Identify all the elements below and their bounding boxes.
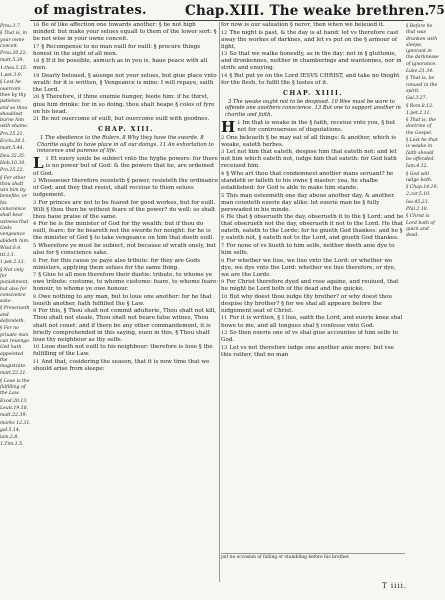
margin-note: § For other thou shalt win him by benefite, or his conscience shall bear witness that Gods vengeance abideth him. xyxy=(0,175,30,244)
signature-mark: T iiii. xyxy=(382,582,408,590)
margin-note: matt.5.44. xyxy=(0,146,24,152)
verse xyxy=(221,73,405,87)
verse xyxy=(33,258,219,272)
margin-note: 1.thes.5.15. xyxy=(0,65,28,71)
verse-text: One beleueth § he may eat of all things: & another, which is weake, eateth herbes. xyxy=(221,134,396,148)
verse-text: Loue doeth not euill to his neighbour: therefore is loue § the fulfilling of the Law. xyxy=(33,344,213,358)
verse xyxy=(33,156,219,177)
verse-number: 10 xyxy=(221,293,228,300)
margin-note: Wisd.6.4. xyxy=(0,245,22,251)
verse-text: Et euery soule be subiect vnto the hyghe powers: for there is no power but of God: & the powers that be, are ordeined of God. xyxy=(33,156,218,177)
verse-text: Wherefore ye must be subiect, not because of wrath onely, but also for § conscience sake. xyxy=(33,242,216,257)
verse-text: For Christ therefore dyed and rose againe, and reuiued, that he might be Lord both of the dead and the quicke. xyxy=(221,279,399,293)
margin-note: Deu.32.35. xyxy=(0,153,26,159)
margin-note: Pro.25.22. xyxy=(0,168,25,174)
margin-note: § Christ is Lord both of quick and dead. xyxy=(406,214,435,239)
margin-note: Phil.2.10. xyxy=(406,207,429,213)
verse-number: 11 xyxy=(33,358,40,365)
verse xyxy=(33,94,219,115)
verse-text: But why doest thou iudge thy brother? or why doest thou despise thy brother? § for we shal all appeare before the iudgement seat of Christ. xyxy=(221,293,392,314)
verse-text: for now is our saluation § nerer, then when we beleued it. xyxy=(221,22,385,28)
margin-note: § Lest he that is weake in faith should be offended. xyxy=(406,138,438,162)
verse-number: 12 xyxy=(221,330,228,337)
verse-number: 3 xyxy=(33,199,37,206)
verse-number: 9 xyxy=(221,279,225,286)
verse-number: 10 xyxy=(33,344,40,351)
footnote: put no occasion of falling or stumbling before his brother. xyxy=(221,553,405,561)
margin-note: gal.5.14. xyxy=(0,427,21,433)
margin-note: matt.22.21. xyxy=(0,371,27,377)
verse xyxy=(33,200,219,221)
verse xyxy=(33,58,219,72)
verse-text: Dearly beloued, § auenge not your selues, but giue place vnto wrath: for it is written, § Vengeance is mine: I will repaye, saith the Lord. xyxy=(33,72,217,93)
margin-note: tit.3.1. xyxy=(0,253,16,259)
verse-text: Let vs not therefore iudge one another anie more: but vse this rather, that no man xyxy=(221,344,394,358)
margin-note: Prou.3.7. xyxy=(0,24,22,29)
verse xyxy=(221,243,405,257)
margin-note: § For no priuate man can reuenge. God hath appointed the magistrate. xyxy=(0,326,31,370)
margin-note: Iam.4.12. xyxy=(406,164,429,170)
verse-text: For whether we liue, we liue vnto the Lord: or whether we dye, we dye vnto the Lord: whether we liue therefore, or dye, we are the Lords. xyxy=(221,257,396,278)
verse-number: 16 xyxy=(33,22,40,28)
margin-note: Isa.45.23. xyxy=(406,199,429,205)
margin-note: § Before he that was drunken with sleepe, ignorant in the darknesse of ignorance. xyxy=(406,24,439,67)
verse xyxy=(221,330,405,344)
verse xyxy=(221,294,405,315)
verse-text: For none of vs liueth to him selfe, neither doeth anie dye to him selfe. xyxy=(221,242,395,257)
margin-note: marke 12.31. xyxy=(0,420,31,426)
margin-note: § Lest he ouercom thee by thy patience, and so thou shouldest burne him with shame. xyxy=(0,80,29,130)
verse xyxy=(221,149,405,170)
verse-number: 8 xyxy=(33,293,37,300)
margin-note: Exod.20.13. xyxy=(0,398,28,404)
right-column xyxy=(221,22,405,359)
margin-note: matt.22.39. xyxy=(0,413,27,419)
running-header xyxy=(0,3,445,21)
verse xyxy=(221,345,405,359)
verse xyxy=(33,73,219,94)
margin-note: Prou.20.22. xyxy=(0,51,28,57)
verse-number: 17 xyxy=(33,43,40,50)
verse-number: 5 xyxy=(221,192,225,199)
verse-text: § Recompense to no man euill for euill: § procure things honest in the sight of all men. xyxy=(33,43,201,57)
verse xyxy=(221,118,405,137)
margin-note: Gal.3.27. xyxy=(406,96,428,102)
margin-note: 1.pet.2.11. xyxy=(406,110,432,116)
right-margin-notes xyxy=(406,24,440,241)
verse-text: § But put ye on the Lord IESVS CHRIST, and take no thoght for the flesh, to fulfil the § lustes of it. xyxy=(221,72,400,86)
margin-note: Pro.25.21. xyxy=(0,131,25,137)
verse-number: 13 xyxy=(221,344,228,351)
verse-number: 8 xyxy=(221,257,225,264)
verse xyxy=(221,30,405,51)
verse-number: 4 xyxy=(221,171,225,178)
verse xyxy=(33,308,219,343)
margin-note: Luke.21.34. xyxy=(406,69,434,75)
verse-text: § If it be possible, asmuch as in you is, haue peace with all men. xyxy=(33,58,208,72)
drop-cap: H xyxy=(221,118,236,137)
verse-text: Owe nothing to any man, but to loue one another: for he that loueth another, hath fulfilled the § Law. xyxy=(33,293,212,307)
verse-number: 11 xyxy=(221,315,228,322)
margin-note: § That is, be renued in the spirit. xyxy=(406,76,438,94)
verse-number: 20 xyxy=(33,94,40,101)
verse-number: 3 xyxy=(221,149,225,156)
header-right: Chap.XIII. The weake brethren. xyxy=(185,3,430,19)
verse xyxy=(221,135,405,149)
margin-note: Heb.10.30. xyxy=(0,160,26,166)
verse-text: So that we walke honestly, as in the day: not in § gluttonie, and dronkennes, neither in chamberings and wantonnes, nor in strife and enuying. xyxy=(221,51,402,72)
verse-text: For he is the minister of God for thy wealth: but if thou do euill, feare: for he beareth not the sworde for nought: for he is the minister of God § to take vengeance on him that doeth euill. xyxy=(33,221,215,242)
verse-text: § Giue to all men therefore their duetie: tribute, to whome ye owe tribute: custome, to whome custome: feare, to whome feare: honour, to whome ye owe honour. xyxy=(33,272,219,293)
verse-number: 19 xyxy=(33,72,40,79)
left-column xyxy=(33,22,219,373)
verse-number: 12 xyxy=(221,29,228,36)
verse xyxy=(221,315,405,329)
verse-text: For this, § Thou shalt not commit adulterie, Thou shalt not kill, Thou shalt not steale, Thou shalt not beare false witnes, Thou shalt not couet: and if there be any other commandement, it is briefly comprehended in this saying, euen in this, § Thou shalt loue thy neighbour as thy selfe. xyxy=(33,308,217,343)
margin-note: § Preserueth and defendeth. xyxy=(0,306,30,325)
verse xyxy=(221,51,405,72)
verse-text: Im that is weake in the § faith, receiue vnto you, § but not for controuersies of disputations. xyxy=(237,120,396,134)
verse-number: 13 xyxy=(221,51,228,58)
verse-number: 21 xyxy=(33,116,40,123)
verse-text: For princes are not to be feared for good workes, but for euill. Wilt § thou then be without feare of the power? do well: so shalt thou haue praise of the same. xyxy=(33,199,216,220)
verse-number: 4 xyxy=(33,221,37,228)
verse-number: 5 xyxy=(33,242,37,249)
verse-number: 7 xyxy=(33,272,37,279)
verse-number: 2 xyxy=(33,178,37,185)
verse-text: Whosoeuer therefore resisteth § power, resisteth the ordinance of God: and they that resist, shall receiue to them selues iudgement. xyxy=(33,178,219,199)
verse-text: He that § obserueth the day, obserueth it to the § Lord: and he that obserueth not the day, obserueth it not to the Lord. He that eateth, eateth to the Lorde: for he giueth God thankes: and he § y eateth not, § eateth not to the Lord, and giueth God thankes. xyxy=(221,214,404,242)
verse-number: 18 xyxy=(33,58,40,65)
verse-text: This man esteemeth one day aboue another day, & another man counteth euerie day alike: let euerie man be § fully perswaded in his minde. xyxy=(221,192,394,213)
verse xyxy=(33,44,219,58)
verse-text: For it is written, § I liue, saith the Lord, and euerie knee shal bowe to me, and all tongues shal § confesse vnto God. xyxy=(221,315,403,329)
verse-number: 1 xyxy=(45,156,49,163)
verse-number: 14 xyxy=(221,72,228,79)
header-rule xyxy=(30,20,423,21)
chapter-title: CHAP. XIII. xyxy=(98,126,154,134)
chapter-argument: 1 The obedience to the Rulers. 8 Why they have the sworde. 8 Charitie ought to have place in all our doings. 11 An exhortation to innocence and purenes of life. xyxy=(37,135,214,155)
margin-note: § Loue is the fulfilling of the Law. xyxy=(0,378,30,397)
verse xyxy=(33,221,219,242)
margin-note: 1.Tim.1.5. xyxy=(0,442,24,448)
verse-number: 2 xyxy=(221,134,225,141)
chapter-2-title: CHAP. XIIII. xyxy=(282,89,344,97)
verse-number: 7 xyxy=(221,242,225,249)
verse xyxy=(221,258,405,279)
verse-number: 9 xyxy=(33,308,37,315)
verse-number: 1 xyxy=(237,120,241,127)
verse-number: 6 xyxy=(221,214,225,221)
margin-note: 1.pet.3.9. xyxy=(0,73,23,79)
drop-cap: L xyxy=(33,154,44,173)
margin-note: iam.2.8. xyxy=(0,435,19,441)
margin-note: § Rom.8.12. xyxy=(406,103,434,109)
verse xyxy=(33,116,219,123)
margin-note: Leuit.19.18. xyxy=(0,405,29,411)
verse-text: And that, cosidering the season, that it is now time that we should arise from sleepe: xyxy=(33,358,210,372)
verse xyxy=(33,344,219,358)
chapter-2-argument: 3 The weake ought not to be despised. 10 Wee must be ware to offende one anothers conscience. 13 But one to support another in charitie and faith. xyxy=(225,98,401,118)
verse xyxy=(221,22,405,29)
verse xyxy=(33,294,219,308)
verse xyxy=(33,243,219,257)
header-left: of magistrates. xyxy=(34,3,147,18)
margin-note: 2.cor.5.10. xyxy=(406,192,431,198)
verse xyxy=(33,272,219,293)
verse-text: § Therefore, if thine enemie hunger, feede him: if he thirst, giue him drinke: for in so doing, thou shalt heape § coles of fyre on his head. xyxy=(33,94,215,115)
verse xyxy=(33,178,219,199)
verse xyxy=(33,359,219,373)
verse xyxy=(221,171,405,192)
verse-text: Let not him that eateth, despise him that eateth not: and let not him which eateth not, iudge him that eateth: for God hath receiued him. xyxy=(221,149,397,170)
verse-text: So then euerie one of vs shal giue accountes of him selfe to God. xyxy=(221,330,399,344)
margin-note: 1.pet.2.13. xyxy=(0,260,26,266)
page-number: 75 xyxy=(428,3,445,17)
verse xyxy=(221,193,405,214)
margin-note: § Chap.14.10. xyxy=(406,185,438,191)
verse-text: The night is past, & the day is at hand: let vs therefore cast away the workes of darknes, and let vs put on the § armour of light, xyxy=(221,29,399,50)
verse xyxy=(221,279,405,293)
margin-note: § Not only for punishment, but also for conscience sake. xyxy=(0,267,29,305)
verse-text: Be of like affection one towards another: § be not high minded: but make your selues equall to them of the lower sort: § be not wise in your owne conceit. xyxy=(33,22,217,43)
margin-note: matt.5.39. xyxy=(0,58,24,64)
margin-note: § That is, the doctrine of the Gospel. xyxy=(406,118,437,136)
margin-note: § That is, in your owne conceit. xyxy=(0,31,27,49)
verse-text: Be not ouercome of euill, but ouercome euill with goodnes. xyxy=(41,116,210,123)
column-divider xyxy=(219,22,220,582)
verse-text: For, for this cause ye paye also tribute: for they are Gods ministers, applying them selues for the same thing. xyxy=(33,257,200,271)
verse xyxy=(221,214,405,242)
verse-text: § Who art thou that condemnest another mans seruant? he standeth or falleth to his owne § master: yea, he shalbe established: for God is able to make him stande. xyxy=(221,171,394,192)
left-margin-notes xyxy=(0,24,31,450)
margin-note: § God will iudge both. xyxy=(406,171,433,183)
verse xyxy=(33,22,219,43)
verse-number: 6 xyxy=(33,257,37,264)
margin-note: Ecclu.28.1. xyxy=(0,139,27,145)
